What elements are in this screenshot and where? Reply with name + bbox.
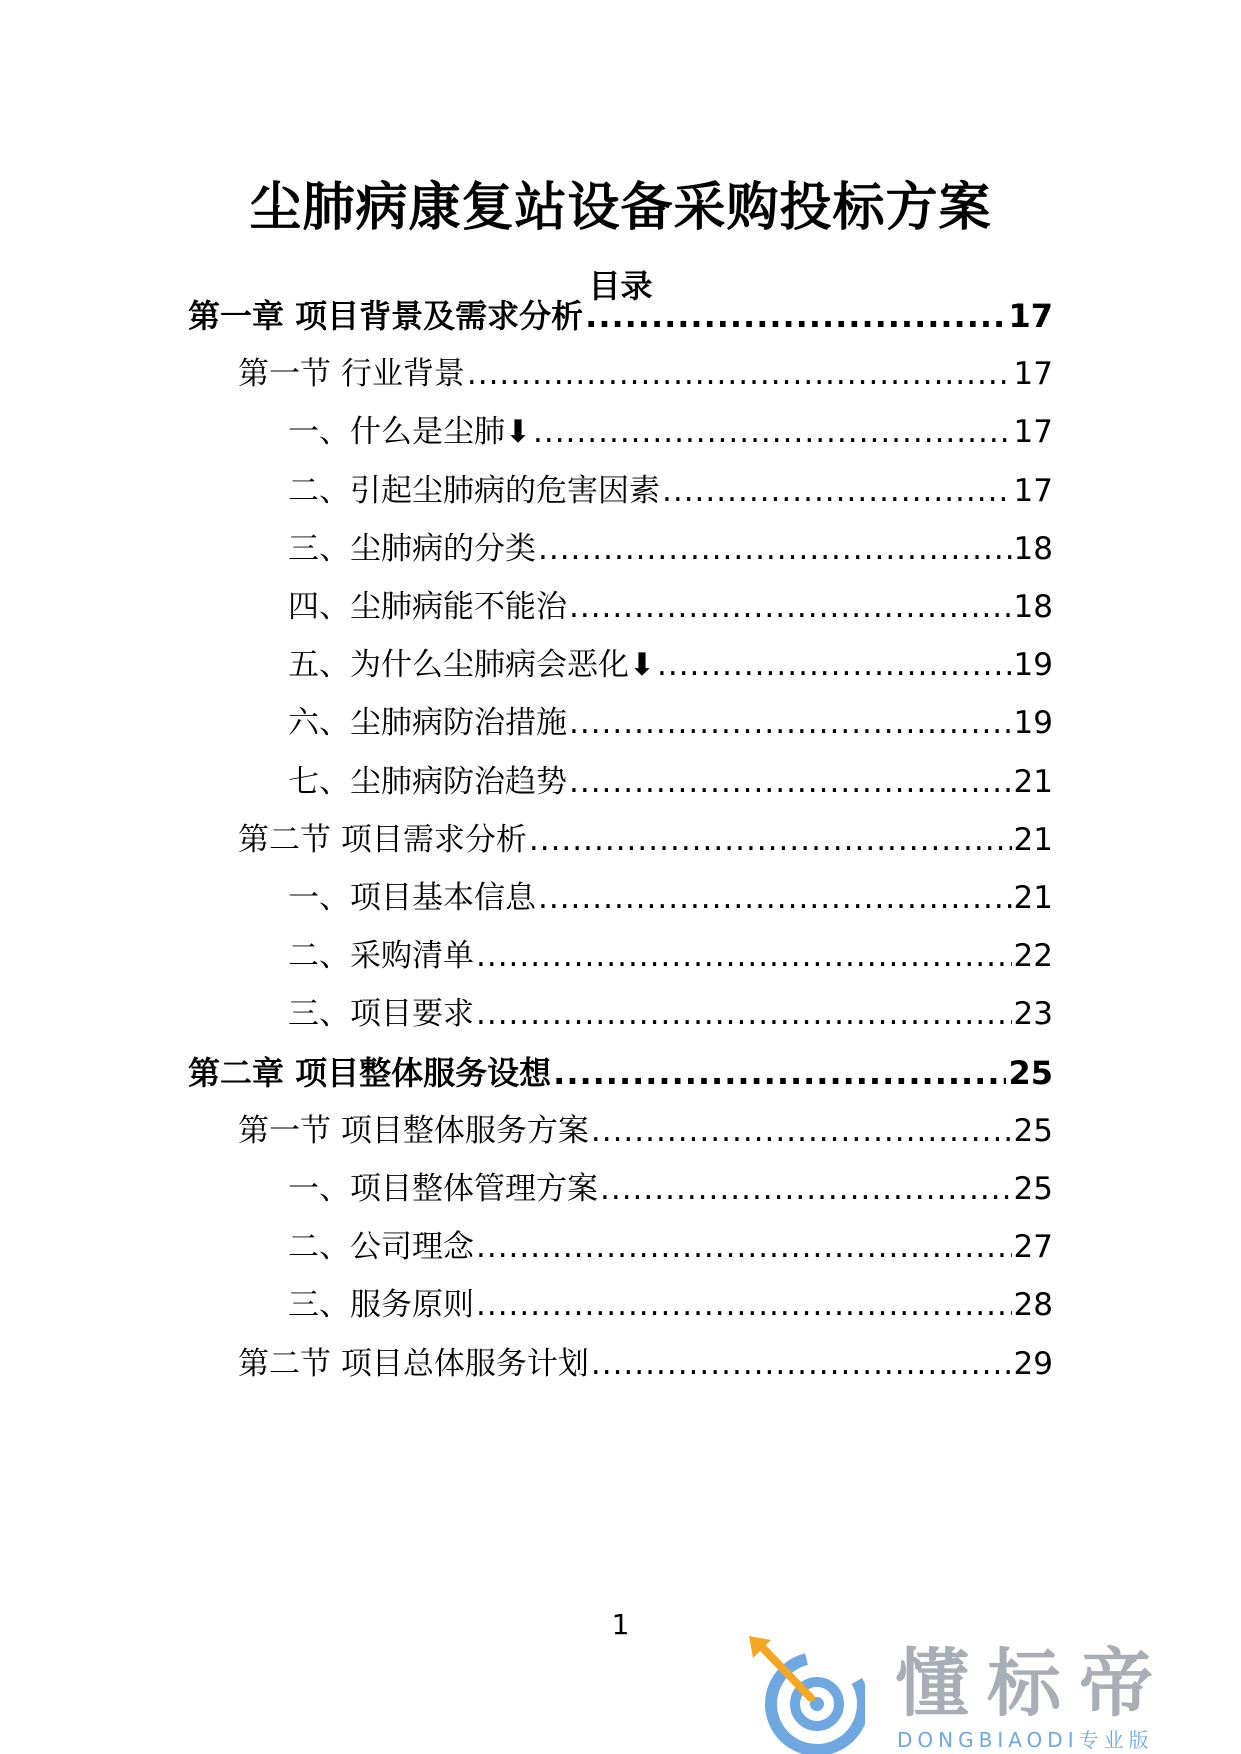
toc-leader-dots	[657, 643, 1012, 687]
toc-entry-page: 22	[1013, 938, 1053, 974]
toc-entry[interactable]	[188, 1051, 1053, 1095]
toc-entry[interactable]	[288, 469, 1053, 513]
toc-entry-title: 第一节 行业背景	[238, 356, 465, 392]
toc-heading: 目录	[588, 267, 653, 305]
document-title: 尘肺病康复站设备采购投标方案	[249, 178, 992, 238]
toc-entry-title: 六、尘肺病防治措施	[288, 705, 567, 741]
toc-entry-title: 一、项目整体管理方案	[288, 1171, 598, 1207]
toc-leader-dots	[662, 469, 1012, 513]
toc-entry-page: 17	[1013, 473, 1053, 509]
toc-entry-title: 五、为什么尘肺病会恶化⬇	[288, 647, 655, 683]
page-number: 1	[611, 1608, 630, 1641]
toc-entry-page: 19	[1013, 705, 1053, 741]
toc-entry[interactable]	[288, 992, 1053, 1036]
toc-leader-dots	[538, 876, 1012, 920]
toc-entry[interactable]	[288, 585, 1053, 629]
toc-entry-title: 第二节 项目需求分析	[238, 822, 527, 858]
toc-entry-title: 二、公司理念	[288, 1229, 474, 1265]
toc-leader-dots	[467, 352, 1012, 396]
toc-entry-title: 一、什么是尘肺⬇	[288, 414, 531, 450]
toc-entry-title: 三、尘肺病的分类	[288, 531, 536, 567]
toc-leader-dots	[476, 1283, 1012, 1327]
toc-entry[interactable]	[238, 352, 1053, 396]
toc-entry[interactable]	[288, 527, 1053, 571]
toc-entry-title: 七、尘肺病防治趋势	[288, 764, 567, 800]
toc-entry[interactable]	[238, 1342, 1053, 1386]
toc-entry-page: 29	[1013, 1346, 1053, 1382]
toc-entry-page: 21	[1013, 764, 1053, 800]
toc-entry-title: 二、引起尘肺病的危害因素	[288, 473, 660, 509]
toc-entry-page: 17	[1013, 414, 1053, 450]
toc-entry[interactable]	[288, 1283, 1053, 1327]
toc-entry-page: 21	[1013, 880, 1053, 916]
toc-entry-page: 25	[1013, 1113, 1053, 1149]
toc-entry-title: 三、项目要求	[288, 996, 474, 1032]
toc-entry-page: 18	[1013, 589, 1053, 625]
toc-entry[interactable]	[288, 876, 1053, 920]
toc-entry-title: 一、项目基本信息	[288, 880, 536, 916]
toc-leader-dots	[533, 410, 1012, 454]
toc-entry-title: 三、服务原则	[288, 1287, 474, 1323]
toc-entry[interactable]	[288, 643, 1053, 687]
toc-leader-dots	[569, 585, 1012, 629]
toc-leader-dots	[591, 1342, 1012, 1386]
toc-entry[interactable]	[238, 818, 1053, 862]
toc-entry[interactable]	[188, 294, 1053, 338]
toc-entry-page: 28	[1013, 1287, 1053, 1323]
toc-leader-dots	[585, 294, 1006, 338]
watermark	[745, 1634, 1241, 1754]
toc-entry-page: 17	[1008, 297, 1053, 335]
toc-leader-dots	[591, 1109, 1012, 1153]
toc-entry[interactable]	[288, 701, 1053, 745]
toc-leader-dots	[476, 1225, 1012, 1269]
toc-entry[interactable]	[288, 934, 1053, 978]
toc-entry-title: 第二节 项目总体服务计划	[238, 1346, 589, 1382]
toc-entry-page: 19	[1013, 647, 1053, 683]
toc-entry-title: 四、尘肺病能不能治	[288, 589, 567, 625]
toc-entry-title: 二、采购清单	[288, 938, 474, 974]
toc-entry-page: 25	[1013, 1171, 1053, 1207]
toc-entry-title: 第一节 项目整体服务方案	[238, 1113, 589, 1149]
toc-entry[interactable]	[288, 1225, 1053, 1269]
toc-entry-page: 18	[1013, 531, 1053, 567]
toc-leader-dots	[553, 1051, 1006, 1095]
watermark-subtitle: DONGBIAODI专业版	[897, 1728, 1154, 1752]
toc-leader-dots	[569, 701, 1012, 745]
toc-leader-dots	[538, 527, 1012, 571]
toc-entry-page: 21	[1013, 822, 1053, 858]
toc-leader-dots	[529, 818, 1012, 862]
toc-leader-dots	[476, 934, 1012, 978]
toc-entry[interactable]	[288, 760, 1053, 804]
watermark-brand-name: 懂标帝	[895, 1641, 1171, 1727]
toc-entry-page: 23	[1013, 996, 1053, 1032]
target-arrow-icon	[745, 1634, 865, 1754]
toc-entry[interactable]	[288, 1167, 1053, 1211]
toc-leader-dots	[569, 760, 1012, 804]
toc-entry[interactable]	[238, 1109, 1053, 1153]
toc-entry-page: 17	[1013, 356, 1053, 392]
toc-leader-dots	[476, 992, 1012, 1036]
toc-entry[interactable]	[288, 410, 1053, 454]
toc-entry-title: 第一章 项目背景及需求分析	[188, 297, 584, 335]
toc-entry-page: 27	[1013, 1229, 1053, 1265]
toc-entry-title: 第二章 项目整体服务设想	[188, 1054, 552, 1092]
toc-leader-dots	[600, 1167, 1012, 1211]
toc-entry-page: 25	[1008, 1054, 1053, 1092]
